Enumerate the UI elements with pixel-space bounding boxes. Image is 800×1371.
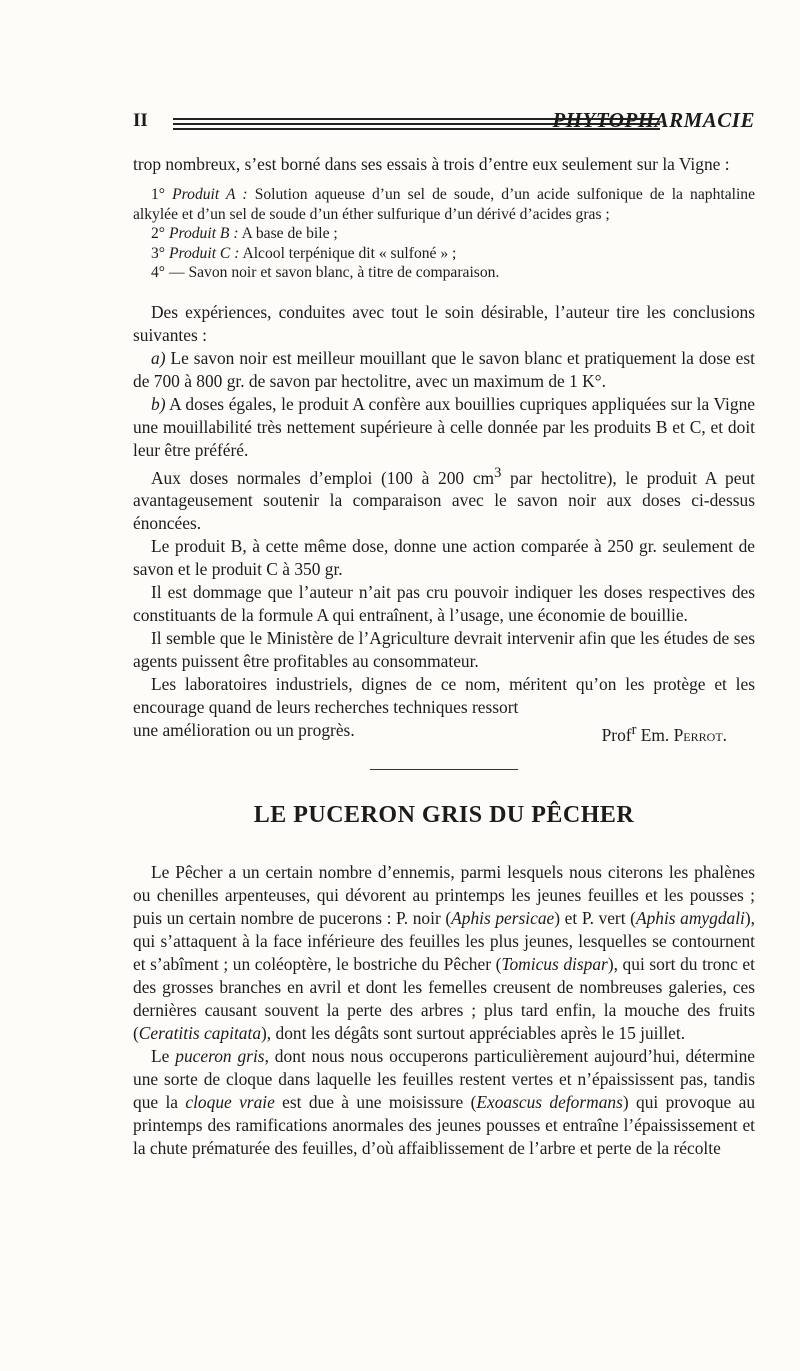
product-list xyxy=(133,185,755,283)
signature-line xyxy=(133,719,755,747)
article-title: LE PUCERON GRIS DU PÊCHER xyxy=(253,802,635,829)
body-paragraph: Aux doses normales d’emploi (100 à 200 $cm^3$ par hectolitre), le produit A peut avantageusement soutenir la comparaison avec le savon noir aux doses ci-dessus énoncées. xyxy=(133,464,755,534)
body-paragraph: Il est dommage que l’auteur n’ait pas cru pouvoir indiquer les doses respectives des constituants de la formule A qui entraînent, à l’usage, une économie de bouillie. xyxy=(133,582,755,626)
body-paragraph: Il semble que le Ministère de l’Agriculture devrait intervenir afin que les études de ses agents puissent être profitables au consommateur. xyxy=(133,628,755,672)
page-body xyxy=(133,153,755,1160)
article-paragraph: Le Pêcher a un certain nombre d’ennemis, parmi lesquels nous citerons les phalènes ou chenilles arpenteuses, qui dévorent au printemps les jeunes feuilles et les pousses ; puis un certain nombre de pucerons : P. noir (Aphis persicae) et P. vert (Aphis amygdali), qui s’attaquent à la face inférieure des feuilles les plus jeunes, lesquelles se contournent et s’abîment ; un coléoptère, le bostriche du Pêcher (Tomicus dispar), qui sort du tronc et des grosses branches en avril et dont les femelles creusent de nombreuses galeries, ces dernières causant souvent la perte des arbres ; plus tard enfin, la mouche des fruits (Ceratitis capitata), dont les dégâts sont surtout appréciables après le 15 juillet. xyxy=(133,862,756,1044)
closing-text: une amélioration ou un progrès. xyxy=(133,720,355,741)
running-title: PHYTOPHARMACIE xyxy=(552,108,755,132)
product-item: 1° Produit A : Solution aqueuse d’un sel de soude, d’un acide sulfonique de la naphtaline alkylée et d’un sel de soude d’un éther sulfurique d’un dérivé d’acides gras ; xyxy=(133,186,755,223)
page-header xyxy=(133,106,755,140)
product-item: 3° Produit C : Alcool terpénique dit « sulfoné » ; xyxy=(151,244,457,262)
conclusions-section xyxy=(133,301,755,748)
body-paragraph: Le produit B, à cette même dose, donne une action comparée à 250 gr. seulement de savon et le produit C à 350 gr. xyxy=(133,536,755,580)
conclusions-lead: Des expériences, conduites avec tout le soin désirable, l’auteur tire les conclusions suivantes : xyxy=(133,301,755,345)
page-number: II xyxy=(133,110,148,131)
intro-paragraph: trop nombreux, s’est borné dans ses essais à trois d’entre eux seulement sur la Vigne : xyxy=(133,154,730,174)
article-section xyxy=(133,861,755,1160)
body-paragraph: Les laboratoires industriels, dignes de ce nom, méritent qu’on les protège et les encourage quand de leurs recherches techniques ressort xyxy=(133,674,755,718)
conclusion-a: a) Le savon noir est meilleur mouillant que le savon blanc et pratiquement la dose est de 700 à 800 gr. de savon par hectolitre, avec un maximum de 1 K°. xyxy=(133,347,755,391)
conclusion-b: b) A doses égales, le produit A confère aux bouillies cupriques appliquées sur la Vigne une mouillabilité très nettement supérieure à celle donnée par les produits B et C, et doit leur être préféré. xyxy=(133,393,755,460)
product-item: 2° Produit B : A base de bile ; xyxy=(151,225,338,242)
author-signature: Prof$^r$ Em. Perrot. xyxy=(601,722,727,746)
article-paragraph: Le puceron gris, dont nous nous occuperons particulièrement aujourd’hui, détermine une sorte de cloque dans laquelle les feuilles restent vertes et n’épaississent pas, tandis que la cloque vraie est due à une moisissure (Exoascus deformans) qui provoque au printemps des ramifications anormales des jeunes pousses et entraîne l’épaississement et la chute prématurée des feuilles, d’où affaiblissement de l’arbre et perte de la récolte xyxy=(133,1046,756,1159)
product-item: 4° — Savon noir et savon blanc, à titre de comparaison. xyxy=(151,264,500,281)
